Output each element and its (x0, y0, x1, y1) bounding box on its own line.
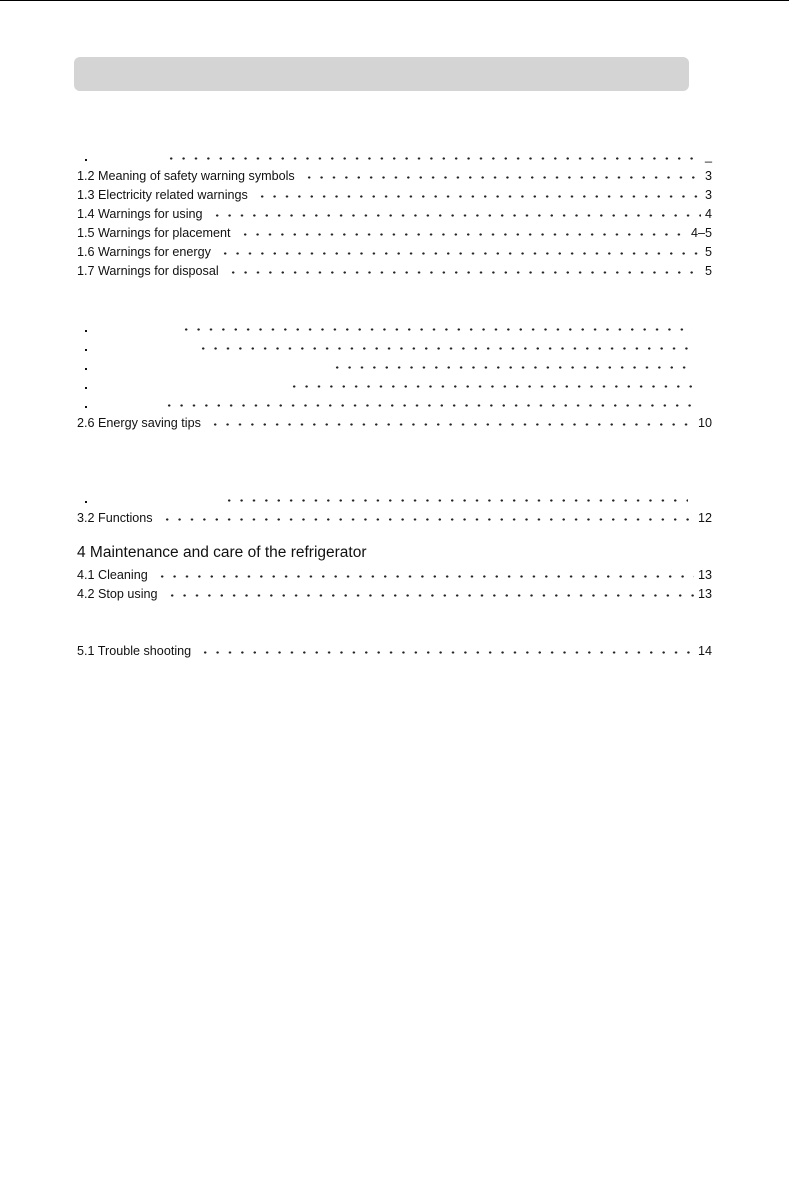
entry-label: 1.4 Warnings for using (77, 207, 203, 221)
toc-row-2-2[interactable] (77, 337, 697, 354)
entry-label: 4.1 Cleaning (77, 568, 148, 582)
page-number: 14 (697, 644, 712, 658)
top-rule (0, 0, 789, 1)
toc-row-1-3[interactable] (77, 185, 712, 202)
leader-dots (223, 499, 688, 502)
entry-label: 3.2 Functions (77, 511, 153, 525)
entry-label: 2.6 Energy saving tips (77, 416, 201, 430)
leader-dots (156, 575, 694, 578)
toc-row-2-4[interactable] (77, 375, 697, 392)
leader-dots (197, 347, 693, 350)
toc-row-1-4[interactable] (77, 204, 712, 221)
bullet-marker (85, 330, 87, 332)
leader-dots (239, 233, 687, 236)
leader-dots (256, 195, 701, 198)
leader-dots (165, 157, 701, 160)
bullet-marker (85, 387, 87, 389)
entry-label: 1.6 Warnings for energy (77, 245, 211, 259)
page-number: 13 (697, 587, 712, 601)
page-number: 13 (697, 568, 712, 582)
toc-row-2-1[interactable] (77, 318, 697, 335)
section-title: 4 Maintenance and care of the refrigerator (77, 544, 367, 561)
page-number: 3 (704, 188, 712, 202)
page-number: _ (704, 149, 712, 163)
bullet-marker (85, 159, 87, 161)
toc-row-3-2[interactable] (77, 508, 712, 525)
toc-row-1-5[interactable] (77, 223, 712, 240)
leader-dots (211, 214, 701, 217)
leader-dots (303, 176, 701, 179)
page-number: 3 (704, 169, 712, 183)
leader-dots (161, 518, 694, 521)
entry-label: 1.3 Electricity related warnings (77, 188, 248, 202)
page-number: 5 (704, 245, 712, 259)
entry-label: 1.2 Meaning of safety warning symbols (77, 169, 295, 183)
toc-row-3-1[interactable] (77, 489, 692, 506)
leader-dots (219, 252, 701, 255)
toc-row-1-7[interactable] (77, 261, 712, 278)
page-number: 4–5 (690, 226, 712, 240)
leader-dots (331, 366, 693, 369)
bullet-marker (85, 349, 87, 351)
leader-dots (163, 404, 693, 407)
bullet-marker (85, 406, 87, 408)
toc-row-4-2[interactable] (77, 584, 712, 601)
leader-dots (209, 423, 694, 426)
toc-row-5-1[interactable] (77, 641, 712, 658)
page-number: 5 (704, 264, 712, 278)
contents-header-bar (74, 57, 689, 91)
page-number: 12 (697, 511, 712, 525)
leader-dots (166, 594, 694, 597)
toc-row-1-2[interactable] (77, 166, 712, 183)
toc-row-1-6[interactable] (77, 242, 712, 259)
toc-row-2-5[interactable] (77, 394, 697, 411)
page-number: 4 (704, 207, 712, 221)
entry-label: 1.7 Warnings for disposal (77, 264, 219, 278)
entry-label: 1.5 Warnings for placement (77, 226, 231, 240)
leader-dots (180, 328, 693, 331)
toc-row-2-3[interactable] (77, 356, 697, 373)
entry-label: 5.1 Trouble shooting (77, 644, 192, 658)
toc-row-2-6[interactable] (77, 413, 712, 430)
page-number: 10 (697, 416, 712, 430)
leader-dots (288, 385, 693, 388)
entry-label: 4.2 Stop using (77, 587, 158, 601)
bullet-marker (85, 501, 87, 503)
toc-row-4-1[interactable] (77, 565, 712, 582)
leader-dots (199, 651, 694, 654)
leader-dots (227, 271, 701, 274)
toc-row-1-1[interactable] (77, 147, 712, 164)
bullet-marker (85, 368, 87, 370)
